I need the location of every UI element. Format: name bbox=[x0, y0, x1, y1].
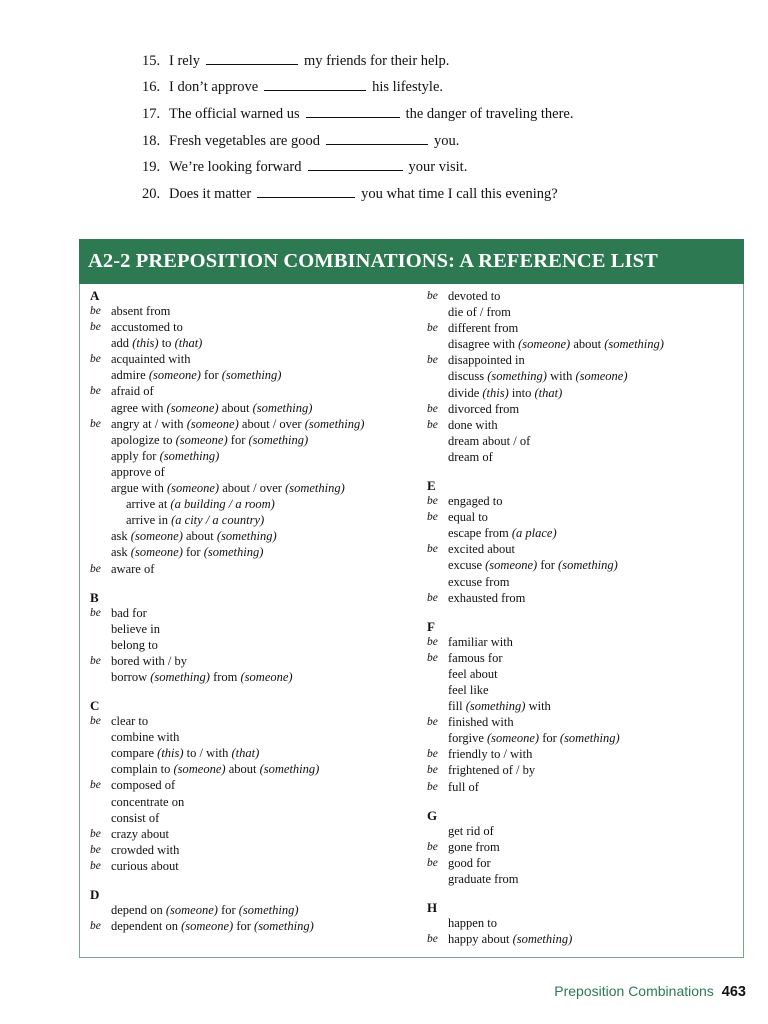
exercise-number: 15. bbox=[142, 52, 161, 69]
preposition-phrase: crowded with bbox=[111, 842, 180, 857]
reference-entry bbox=[90, 729, 410, 745]
reference-entry bbox=[90, 810, 410, 826]
preposition-phrase: divide (this) into (that) bbox=[448, 385, 563, 400]
preposition-phrase: add (this) to (that) bbox=[111, 336, 203, 351]
exercise-number: 18. bbox=[142, 132, 161, 149]
preposition-phrase: equal to bbox=[448, 510, 488, 525]
reference-entry bbox=[90, 858, 410, 874]
reference-entry bbox=[90, 432, 410, 448]
reference-entry bbox=[427, 401, 737, 417]
exercise-text: Does it matter bbox=[169, 185, 252, 202]
be-marker: be bbox=[427, 511, 438, 524]
reference-entry bbox=[427, 855, 737, 871]
exercise-text: his lifestyle. bbox=[372, 79, 444, 96]
preposition-phrase: belong to bbox=[111, 637, 158, 652]
answer-blank bbox=[308, 156, 403, 171]
exercise-item bbox=[142, 183, 662, 210]
reference-entry bbox=[90, 335, 410, 351]
exercise-text: Fresh vegetables are good bbox=[169, 132, 320, 149]
preposition-phrase: agree with (someone) about (something) bbox=[111, 400, 313, 415]
reference-entry bbox=[90, 902, 410, 918]
reference-entry bbox=[427, 762, 737, 778]
reference-entry bbox=[90, 777, 410, 793]
preposition-phrase: finished with bbox=[448, 715, 514, 730]
reference-entry bbox=[90, 367, 410, 383]
reference-entry bbox=[427, 871, 737, 887]
reference-entry bbox=[427, 839, 737, 855]
reference-entry bbox=[427, 590, 737, 606]
preposition-phrase: absent from bbox=[111, 304, 171, 318]
preposition-phrase: graduate from bbox=[448, 871, 519, 886]
reference-entry bbox=[90, 496, 410, 512]
preposition-phrase: excited about bbox=[448, 542, 515, 557]
preposition-phrase: aware of bbox=[111, 561, 155, 576]
preposition-phrase: done with bbox=[448, 417, 498, 432]
be-marker: be bbox=[427, 418, 438, 431]
preposition-phrase: angry at / with (someone) about / over (something) bbox=[111, 416, 365, 431]
exercise-text: I rely bbox=[169, 52, 200, 69]
section-header-banner bbox=[79, 239, 744, 284]
be-marker: be bbox=[90, 321, 101, 334]
preposition-phrase: ask (someone) for (something) bbox=[111, 545, 264, 560]
preposition-phrase: disappointed in bbox=[448, 353, 525, 368]
preposition-phrase: exhausted from bbox=[448, 590, 526, 605]
reference-entry bbox=[427, 433, 737, 449]
reference-entry bbox=[427, 509, 737, 525]
reference-entry bbox=[90, 826, 410, 842]
reference-entry bbox=[90, 561, 410, 577]
preposition-phrase: friendly to / with bbox=[448, 747, 533, 762]
preposition-phrase: believe in bbox=[111, 621, 160, 636]
preposition-phrase: gone from bbox=[448, 839, 500, 854]
exercise-text: you. bbox=[434, 132, 460, 149]
reference-entry bbox=[427, 352, 737, 368]
preposition-phrase: devoted to bbox=[448, 289, 501, 303]
preposition-phrase: feel about bbox=[448, 666, 498, 681]
exercise-item bbox=[142, 50, 662, 77]
be-marker: be bbox=[427, 322, 438, 335]
reference-entry bbox=[90, 637, 410, 653]
preposition-phrase: dream about / of bbox=[448, 433, 531, 448]
preposition-phrase: apply for (something) bbox=[111, 448, 220, 463]
preposition-phrase: dream of bbox=[448, 449, 493, 464]
reference-entry bbox=[90, 918, 410, 934]
be-marker: be bbox=[427, 495, 438, 508]
reference-entry bbox=[427, 714, 737, 730]
preposition-phrase: full of bbox=[448, 779, 479, 794]
exercise-item bbox=[142, 156, 662, 183]
reference-entry bbox=[427, 368, 737, 384]
reference-entry bbox=[90, 621, 410, 637]
exercise-item bbox=[142, 130, 662, 157]
exercise-list bbox=[142, 50, 662, 210]
page-footer bbox=[554, 983, 746, 1000]
be-marker: be bbox=[90, 353, 101, 366]
answer-blank bbox=[257, 183, 355, 198]
exercise-number: 17. bbox=[142, 105, 161, 122]
preposition-phrase: argue with (someone) about / over (something) bbox=[111, 481, 345, 496]
preposition-phrase: compare (this) to / with (that) bbox=[111, 746, 260, 761]
preposition-phrase: afraid of bbox=[111, 384, 154, 399]
reference-entry bbox=[90, 464, 410, 480]
be-marker: be bbox=[90, 305, 101, 317]
preposition-phrase: feel like bbox=[448, 682, 489, 697]
be-marker: be bbox=[427, 780, 438, 793]
preposition-phrase: get rid of bbox=[448, 823, 494, 838]
reference-entry bbox=[90, 351, 410, 367]
be-marker: be bbox=[427, 635, 438, 648]
preposition-phrase: die of / from bbox=[448, 305, 511, 320]
be-marker: be bbox=[427, 764, 438, 777]
reference-entry bbox=[427, 650, 737, 666]
section-letter: G bbox=[427, 807, 438, 823]
reference-entry bbox=[90, 448, 410, 464]
preposition-phrase: combine with bbox=[111, 730, 180, 745]
reference-entry bbox=[90, 605, 410, 621]
be-marker: be bbox=[427, 591, 438, 604]
be-marker: be bbox=[427, 543, 438, 556]
reference-entry bbox=[427, 779, 737, 795]
preposition-phrase: fill (something) with bbox=[448, 699, 551, 714]
reference-entry bbox=[427, 682, 737, 698]
exercise-text: the danger of traveling there. bbox=[405, 105, 574, 122]
preposition-phrase: divorced from bbox=[448, 401, 520, 416]
reference-column-left bbox=[90, 288, 410, 934]
preposition-phrase: familiar with bbox=[448, 634, 513, 649]
preposition-phrase: famous for bbox=[448, 650, 503, 665]
reference-entry bbox=[427, 915, 737, 931]
reference-list-box bbox=[79, 284, 744, 958]
be-marker: be bbox=[427, 402, 438, 415]
reference-entry bbox=[90, 653, 410, 669]
reference-entry bbox=[90, 303, 410, 319]
be-marker: be bbox=[90, 562, 101, 575]
reference-entry bbox=[427, 634, 737, 650]
reference-entry bbox=[427, 320, 737, 336]
section-letter: H bbox=[427, 900, 438, 915]
exercise-item bbox=[142, 77, 662, 104]
preposition-phrase: forgive (someone) for (something) bbox=[448, 731, 620, 746]
reference-entry bbox=[427, 557, 737, 573]
exercise-text: you what time I call this evening? bbox=[361, 185, 558, 202]
reference-entry bbox=[90, 669, 410, 685]
section-letter: E bbox=[427, 478, 436, 494]
preposition-phrase: acquainted with bbox=[111, 352, 191, 367]
be-marker: be bbox=[90, 654, 101, 667]
be-marker: be bbox=[427, 651, 438, 664]
exercise-text: We’re looking forward bbox=[169, 159, 302, 176]
preposition-phrase: disagree with (someone) about (something) bbox=[448, 337, 664, 352]
reference-entry bbox=[90, 713, 410, 729]
reference-entry bbox=[427, 541, 737, 557]
be-marker: be bbox=[427, 716, 438, 729]
be-marker: be bbox=[90, 920, 101, 933]
preposition-phrase: escape from (a place) bbox=[448, 526, 557, 541]
preposition-phrase: excuse from bbox=[448, 574, 510, 589]
reference-entry bbox=[90, 383, 410, 399]
reference-entry bbox=[90, 512, 410, 528]
preposition-phrase: accustomed to bbox=[111, 320, 183, 335]
reference-entry bbox=[90, 319, 410, 335]
preposition-phrase: dependent on (someone) for (something) bbox=[111, 919, 314, 934]
preposition-phrase: bad for bbox=[111, 605, 147, 620]
be-marker: be bbox=[90, 385, 101, 398]
exercise-text: The official warned us bbox=[169, 105, 300, 122]
preposition-phrase: different from bbox=[448, 321, 519, 336]
answer-blank bbox=[306, 103, 400, 118]
be-marker: be bbox=[90, 859, 101, 872]
be-marker: be bbox=[90, 417, 101, 430]
be-marker: be bbox=[427, 840, 438, 853]
preposition-phrase: engaged to bbox=[448, 494, 503, 509]
section-letter: F bbox=[427, 618, 435, 634]
reference-entry bbox=[90, 544, 410, 560]
reference-entry bbox=[427, 417, 737, 433]
reference-entry bbox=[427, 493, 737, 509]
preposition-phrase: clear to bbox=[111, 714, 149, 729]
preposition-phrase: good for bbox=[448, 855, 491, 870]
reference-entry bbox=[427, 730, 737, 746]
exercise-number: 16. bbox=[142, 79, 161, 96]
reference-entry bbox=[90, 416, 410, 432]
exercise-text: my friends for their help. bbox=[304, 52, 450, 69]
preposition-phrase: arrive at (a building / a room) bbox=[126, 497, 275, 512]
reference-entry bbox=[427, 449, 737, 465]
section-letter: C bbox=[90, 698, 100, 714]
answer-blank bbox=[326, 130, 428, 145]
preposition-phrase: composed of bbox=[111, 778, 176, 793]
reference-entry bbox=[90, 400, 410, 416]
reference-entry bbox=[427, 525, 737, 541]
preposition-phrase: crazy about bbox=[111, 826, 169, 841]
preposition-phrase: excuse (someone) for (something) bbox=[448, 558, 618, 573]
reference-entry bbox=[427, 823, 737, 839]
be-marker: be bbox=[427, 933, 438, 946]
reference-entry bbox=[427, 336, 737, 352]
preposition-phrase: happen to bbox=[448, 916, 497, 930]
be-marker: be bbox=[90, 843, 101, 856]
preposition-phrase: depend on (someone) for (something) bbox=[111, 903, 299, 917]
answer-blank bbox=[264, 77, 366, 92]
be-marker: be bbox=[90, 827, 101, 840]
footer-section-label: Preposition Combinations bbox=[554, 983, 714, 999]
be-marker: be bbox=[427, 748, 438, 761]
preposition-phrase: discuss (something) with (someone) bbox=[448, 369, 628, 384]
reference-entry bbox=[90, 761, 410, 777]
reference-entry bbox=[90, 842, 410, 858]
reference-entry bbox=[90, 528, 410, 544]
preposition-phrase: bored with / by bbox=[111, 653, 188, 668]
preposition-phrase: borrow (something) from (someone) bbox=[111, 669, 293, 684]
exercise-number: 19. bbox=[142, 159, 161, 176]
be-marker: be bbox=[427, 354, 438, 367]
preposition-phrase: curious about bbox=[111, 858, 179, 873]
exercise-number: 20. bbox=[142, 185, 161, 202]
section-title: A2-2 PREPOSITION COMBINATIONS: A REFERENCE LIST bbox=[88, 250, 658, 272]
preposition-phrase: concentrate on bbox=[111, 794, 185, 809]
reference-entry bbox=[427, 698, 737, 714]
preposition-phrase: ask (someone) about (something) bbox=[111, 529, 277, 544]
section-letter: D bbox=[90, 887, 100, 902]
reference-entry bbox=[427, 574, 737, 590]
preposition-phrase: frightened of / by bbox=[448, 763, 536, 778]
be-marker: be bbox=[90, 779, 101, 792]
be-marker: be bbox=[427, 856, 438, 869]
reference-entry bbox=[90, 745, 410, 761]
preposition-phrase: apologize to (someone) for (something) bbox=[111, 432, 309, 447]
reference-entry bbox=[427, 931, 737, 947]
exercise-item bbox=[142, 103, 662, 130]
be-marker: be bbox=[90, 715, 101, 728]
section-letter: B bbox=[90, 589, 99, 605]
preposition-phrase: happy about (something) bbox=[448, 932, 573, 947]
reference-entry bbox=[427, 385, 737, 401]
preposition-phrase: admire (someone) for (something) bbox=[111, 368, 282, 383]
reference-entry bbox=[90, 794, 410, 810]
preposition-phrase: consist of bbox=[111, 810, 160, 825]
section-letter: A bbox=[90, 288, 100, 303]
be-marker: be bbox=[427, 290, 438, 302]
exercise-text: your visit. bbox=[408, 159, 468, 176]
reference-entry bbox=[427, 288, 737, 304]
answer-blank bbox=[206, 50, 298, 65]
preposition-phrase: approve of bbox=[111, 464, 165, 479]
be-marker: be bbox=[90, 606, 101, 619]
exercise-text: I don’t approve bbox=[169, 79, 259, 96]
reference-entry bbox=[427, 304, 737, 320]
preposition-phrase: arrive in (a city / a country) bbox=[126, 513, 265, 528]
reference-column-right bbox=[427, 288, 737, 947]
page-number: 463 bbox=[721, 984, 746, 1000]
preposition-phrase: complain to (someone) about (something) bbox=[111, 762, 320, 777]
reference-entry bbox=[427, 746, 737, 762]
reference-entry bbox=[90, 480, 410, 496]
reference-entry bbox=[427, 666, 737, 682]
